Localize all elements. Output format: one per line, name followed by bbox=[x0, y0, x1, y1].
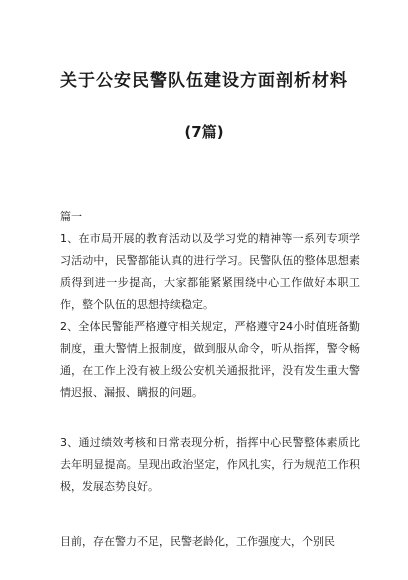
paragraph-3: 3、通过绩效考核和日常表现分析，指挥中心民警整体素质比去年明显提高。呈现出政治坚定，作风扎实，行为规范工作积极，发展态势良好。 bbox=[60, 436, 360, 493]
paragraph-2: 2、全体民警能严格遵守相关规定，严格遵守24小时值班备勤制度，重大警情上报制度，做到服从命令，听从指挥，警令畅通，在工作上没有被上级公安机关通报批评，没有发生重大警情迟报、漏报、瞒报的问题。 bbox=[60, 320, 360, 399]
document-subtitle: (7篇) bbox=[184, 123, 224, 141]
document-title: 关于公安民警队伍建设方面剖析材料 bbox=[60, 71, 348, 91]
document-body bbox=[60, 206, 360, 553]
paragraph-1: 1、在市局开展的教育活动以及学习党的精神等一系列专项学习活动中，民警都能认真的进行学习。民警队伍的整体思想素质得到进一步提高，大家都能紧紧围绕中心工作做好本职工作，整个队伍的思想持续稳定。 bbox=[60, 232, 360, 311]
section-heading: 篇一 bbox=[60, 210, 82, 223]
paragraph-4: 目前，存在警力不足，民警老龄化，工作强度大，个别民 bbox=[60, 535, 335, 548]
